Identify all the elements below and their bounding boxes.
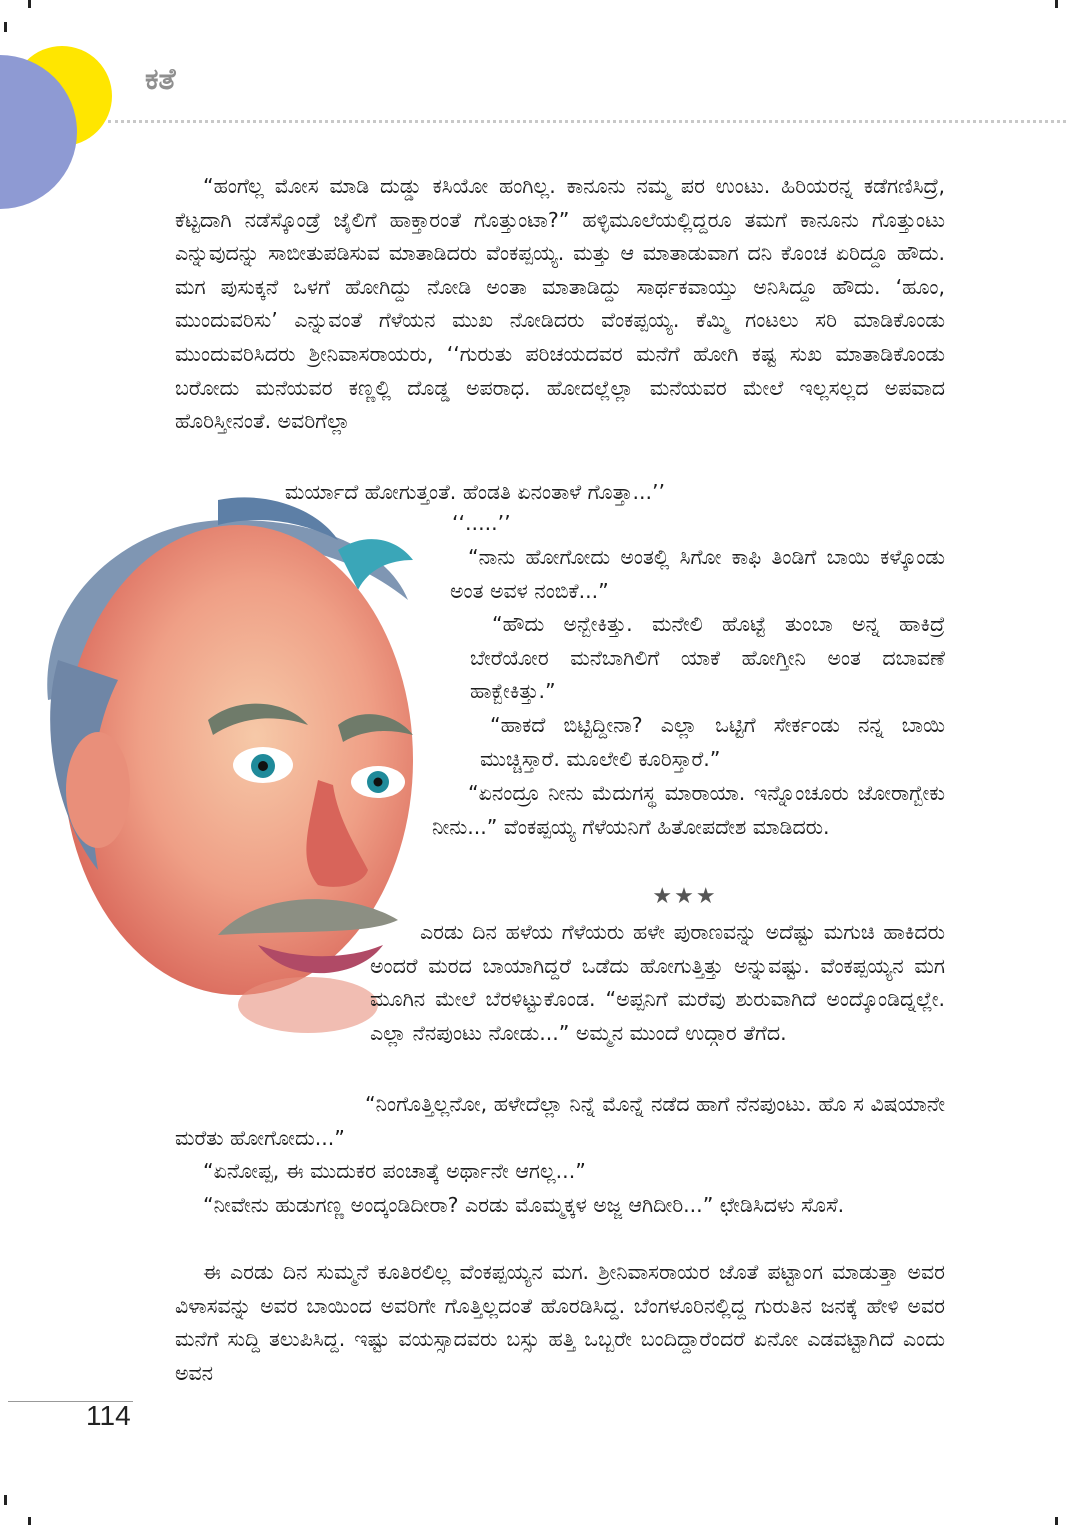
paragraph-6: ಎರಡು ದಿನ ಹಳೆಯ ಗೆಳೆಯರು ಹಳೇ ಪುರಾಣವನ್ನು ಅದೆಷ್ಟು ಮಗುಚಿ ಹಾಕಿದರು ಅಂದರೆ ಮರದ ಬಾಯಾಗಿದ್ದರೆ ಒಡೆದು ಹೋಗುತ್ತಿತ್ತು ಅನ್ನುವಷ್ಟು. ವೆಂಕಪ್ಪಯ್ಯನ ಮಗ ಮೂಗಿನ ಮೇಲೆ ಬೆರಳಿಟ್ಟುಕೊಂಡ. “ಅಪ್ಪನಿಗೆ ಮರೆವು ಶುರುವಾಗಿದೆ ಅಂದ್ಕೊಂಡಿದ್ನಲ್ಲೇ. ಎಲ್ಲಾ ನೆನಪುಂಟು ನೋಡು...” ಅಮ್ಮನ ಮುಂದೆ ಉದ್ಗಾರ ತೆಗೆದ. <box>370 920 945 1045</box>
paragraph-3: “ಹೌದು ಅನ್ಬೇಕಿತ್ತು. ಮನೇಲಿ ಹೊಟ್ಟೆ ತುಂಬಾ ಅನ್ನ ಹಾಕಿದ್ರೆ ಬೇರೆಯೋರ ಮನೆಬಾಗಿಲಿಗೆ ಯಾಕೆ ಹೋಗ್ತೀನಿ ಅಂತ ದಬಾವಣೆ ಹಾಕ್ಬೇಕಿತ್ತು.” <box>470 612 945 704</box>
ellipsis-line: ‘‘.....’’ <box>452 511 511 535</box>
page-number: 114 <box>86 1400 131 1431</box>
crop-mark <box>28 1517 31 1525</box>
crop-mark <box>1055 1517 1058 1525</box>
crop-mark <box>1055 0 1058 8</box>
crop-mark <box>4 1495 7 1505</box>
section-title: ಕತೆ <box>145 62 176 97</box>
paragraph-2: “ನಾನು ಹೋಗೋದು ಅಂತಲ್ಲಿ ಸಿಗೋ ಕಾಫಿ ತಿಂಡಿಗೆ ಬಾಯಿ ಕಳ್ಕೊಂಡು ಅಂತ ಅವಳ ನಂಬಿಕೆ...” <box>450 545 945 603</box>
paragraph-8: “ಏನೋಪ್ಪ, ಈ ಮುದುಕರ ಪಂಚಾತ್ಕೆ ಅರ್ಥಾನೇ ಆಗಲ್ಲ...” <box>203 1159 586 1183</box>
section-break-stars: ★★★ <box>652 884 718 909</box>
header-divider <box>108 120 1066 123</box>
paragraph-4: “ಹಾಕದೆ ಬಿಟ್ಟಿದ್ದೀನಾ? ಎಲ್ಲಾ ಒಟ್ಟಿಗೆ ಸೇರ್ಕಂಡು ನನ್ನ ಬಾಯಿ ಮುಚ್ಚಿಸ್ತಾರೆ. ಮೂಲೇಲಿ ಕೂರಿಸ್ತಾರೆ.” <box>480 713 945 771</box>
paragraph-10: ಈ ಎರಡು ದಿನ ಸುಮ್ಮನೆ ಕೂತಿರಲಿಲ್ಲ ವೆಂಕಪ್ಪಯ್ಯನ ಮಗ. ಶ್ರೀನಿವಾಸರಾಯರ ಜೊತೆ ಪಟ್ಟಾಂಗ ಮಾಡುತ್ತಾ ಅವರ ವಿಳಾಸವನ್ನು ಅವರ ಬಾಯಿಂದ ಅವರಿಗೇ ಗೊತ್ತಿಲ್ಲದಂತೆ ಹೊರಡಿಸಿದ್ದ. ಬೆಂಗಳೂರಿನಲ್ಲಿದ್ದ ಗುರುತಿನ ಜನಕ್ಕೆ ಹೇಳಿ ಅವರ ಮನೆಗೆ ಸುದ್ದಿ ತಲುಪಿಸಿದ್ದ. ಇಷ್ಟು ವಯಸ್ಸಾದವರು ಬಸ್ಸು ಹತ್ತಿ ಒಬ್ಬರೇ ಬಂದಿದ್ದಾರೆಂದರೆ ಏನೋ ಎಡವಟ್ಟಾಗಿದೆ ಎಂದು ಅವನ <box>175 1260 945 1385</box>
paragraph-9: “ನೀವೇನು ಹುಡುಗಣ್ಣ ಅಂದ್ಕಂಡಿದೀರಾ? ಎರಡು ಮೊಮ್ಮಕ್ಕಳ ಅಜ್ಜ ಆಗಿದೀರಿ...” ಛೇಡಿಸಿದಳು ಸೊಸೆ. <box>203 1193 845 1217</box>
paragraph-5: “ಏನಂದ್ರೂ ನೀನು ಮೆದುಗಸ್ಥ ಮಾರಾಯಾ. ಇನ್ನೊಂಚೂರು ಜೋರಾಗ್ಬೇಕು ನೀನು...” ವೆಂಕಪ್ಪಯ್ಯ ಗೆಳೆಯನಿಗೆ ಹಿತೋಪದೇಶ ಮಾಡಿದರು. <box>432 781 945 839</box>
paragraph-1-last-line: ಮರ್ಯಾದೆ ಹೋಗುತ್ತಂತೆ. ಹೆಂಡತಿ ಏನಂತಾಳೆ ಗೊತ್ತಾ...’’ <box>284 480 666 504</box>
paragraph-7: “ನಿಂಗೊತ್ತಿಲ್ಲನೋ, ಹಳೇದೆಲ್ಲಾ ನಿನ್ನೆ ಮೊನ್ನೆ ನಡೆದ ಹಾಗೆ ನೆನಪುಂಟು. ಹೊ ಸ ವಿಷಯಾನೇ ಮರೆತು ಹೋಗೋದು...” <box>175 1092 945 1150</box>
paragraph-1: “ಹಂಗೆಲ್ಲ ಮೋಸ ಮಾಡಿ ದುಡ್ಡು ಕಸಿಯೋ ಹಂಗಿಲ್ಲ. ಕಾನೂನು ನಮ್ಮ ಪರ ಉಂಟು. ಹಿರಿಯರನ್ನ ಕಡೆಗಣಿಸಿದ್ರೆ, ಕೆಟ್ಟದಾಗಿ ನಡೆಸ್ಕೊಂಡ್ರೆ ಜೈಲಿಗೆ ಹಾಕ್ತಾರಂತೆ ಗೊತ್ತುಂಟಾ?” ಹಳ್ಳಿಮೂಲೆಯಲ್ಲಿದ್ದರೂ ತಮಗೆ ಕಾನೂನು ಗೊತ್ತುಂಟು ಎನ್ನುವುದನ್ನು ಸಾಬೀತುಪಡಿಸುವ ಮಾತಾಡಿದರು ವೆಂಕಪ್ಪಯ್ಯ. ಮತ್ತು ಆ ಮಾತಾಡುವಾಗ ದನಿ ಕೊಂಚ ಏರಿದ್ದೂ ಹೌದು. ಮಗ ಪುಸುಕ್ಕನೆ ಒಳಗೆ ಹೋಗಿದ್ದು ನೋಡಿ ಅಂತಾ ಮಾತಾಡಿದ್ದು ಸಾರ್ಥಕವಾಯ್ತು ಅನಿಸಿದ್ದೂ ಹೌದು. ‘ಹೂಂ, ಮುಂದುವರಿಸು’ ಎನ್ನುವಂತೆ ಗೆಳೆಯನ ಮುಖ ನೋಡಿದರು ವೆಂಕಪ್ಪಯ್ಯ. ಕೆಮ್ಮಿ ಗಂಟಲು ಸರಿ ಮಾಡಿಕೊಂಡು ಮುಂದುವರಿಸಿದರು ಶ್ರೀನಿವಾಸರಾಯರು, ‘‘ಗುರುತು ಪರಿಚಯದವರ ಮನೆಗೆ ಹೋಗಿ ಕಷ್ಟ ಸುಖ ಮಾತಾಡಿಕೊಂಡು ಬರೋದು ಮನೆಯವರ ಕಣ್ಣಲ್ಲಿ ದೊಡ್ಡ ಅಪರಾಧ. ಹೋದಲ್ಲೆಲ್ಲಾ ಮನೆಯವರ ಮೇಲೆ ಇಲ್ಲಸಲ್ಲದ ಅಪವಾದ ಹೊರಿಸ್ತೀನಂತೆ. ಅವರಿಗೆಲ್ಲಾ <box>175 174 945 434</box>
header-decoration <box>0 0 200 220</box>
